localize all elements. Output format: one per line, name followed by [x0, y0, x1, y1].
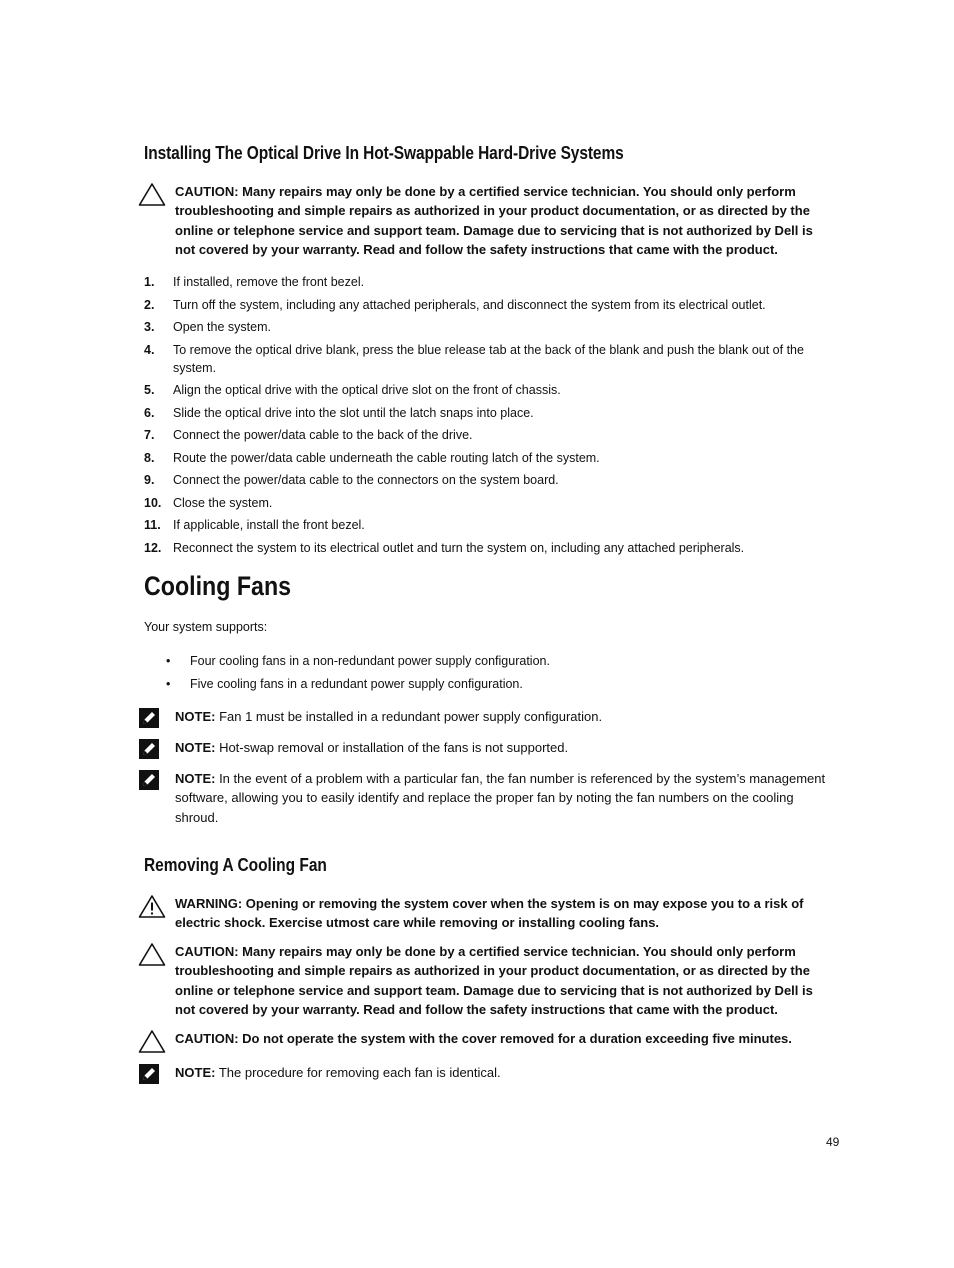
note-body: In the event of a problem with a particular fan, the fan number is referenced by the system’s management software, allowing you to easily identify and replace the proper fan by noting the fan numbers on the cooling shroud.: [175, 771, 826, 825]
note-text: [175, 707, 835, 726]
step-number: 2.: [144, 297, 155, 312]
step-number: 11.: [144, 518, 161, 532]
step-text: Reconnect the system to its electrical outlet and turn the system on, including any attached peripherals.: [173, 540, 745, 555]
warning-icon: [138, 894, 166, 919]
list-item: [144, 381, 844, 399]
bullet: •: [166, 677, 171, 691]
step-number: 8.: [144, 450, 155, 465]
step-number: 7.: [144, 428, 155, 442]
caution-icon: [138, 182, 166, 207]
list-item: [144, 341, 844, 377]
step-number: 12.: [144, 540, 162, 555]
step-number: 3.: [144, 320, 155, 334]
install-steps-list: [144, 273, 844, 561]
caution-text: CAUTION: Many repairs may only be done by a certified service technician. You should only perform troubleshooting and simple repairs as authorized in your product documentation, or as directed by the online or telephone service and support team. Damage due to servicing that is not authorized by Dell is not covered by your warranty. Read and follow the safety instructions that came with the product.: [175, 184, 813, 257]
note-body: Fan 1 must be installed in a redundant power supply configuration.: [215, 709, 603, 724]
list-item: [164, 652, 550, 670]
step-number: 6.: [144, 405, 155, 420]
step-number: 9.: [144, 473, 155, 487]
note-text: [175, 1063, 835, 1082]
list-item: [144, 273, 844, 291]
note-label: NOTE:: [175, 771, 216, 786]
list-item: [144, 296, 844, 314]
list-item: [144, 494, 844, 512]
subsection-title: Removing A Cooling Fan: [144, 855, 327, 875]
pencil-note-icon: [138, 769, 160, 791]
step-text: Align the optical drive with the optical drive slot on the front of chassis.: [173, 383, 561, 397]
list-item: [144, 539, 844, 557]
note-label: NOTE:: [175, 709, 216, 724]
step-text: Route the power/data cable underneath the cable routing latch of the system.: [173, 450, 600, 465]
bullet: •: [166, 654, 171, 668]
step-text: Close the system.: [173, 495, 273, 510]
caution-text: CAUTION: Do not operate the system with the cover removed for a duration exceeding five minutes.: [175, 1031, 792, 1046]
step-text: Connect the power/data cable to the connectors on the system board.: [173, 473, 559, 487]
bullet-text: Five cooling fans in a redundant power supply configuration.: [190, 677, 523, 691]
list-item: [144, 404, 844, 422]
note-body: The procedure for removing each fan is identical.: [215, 1065, 501, 1080]
step-text: If installed, remove the front bezel.: [173, 275, 365, 289]
step-text: Open the system.: [173, 320, 271, 334]
caution-icon: [138, 1029, 166, 1054]
step-text: If applicable, install the front bezel.: [173, 518, 365, 532]
supports-text: Your system supports:: [144, 620, 268, 634]
note-text: [175, 738, 835, 757]
bullet-text: Four cooling fans in a non-redundant power supply configuration.: [190, 654, 550, 668]
list-item: [164, 675, 550, 693]
fan-config-list: [164, 652, 550, 698]
list-item: [144, 318, 844, 336]
list-item: [144, 516, 844, 534]
list-item: [144, 426, 844, 444]
step-number: 4.: [144, 342, 155, 357]
step-number: 10.: [144, 495, 162, 510]
pencil-note-icon: [138, 1063, 160, 1085]
pencil-note-icon: [138, 738, 160, 760]
chapter-title: Cooling Fans: [144, 571, 292, 601]
warning-text: WARNING: Opening or removing the system cover when the system is on may expose you to a risk of electric shock. Exercise utmost care while removing or installing cooling fans.: [175, 896, 804, 931]
list-item: [144, 449, 844, 467]
step-number: 5.: [144, 383, 155, 397]
step-text: Turn off the system, including any attached peripherals, and disconnect the system from its electrical outlet.: [173, 297, 766, 312]
note-label: NOTE:: [175, 740, 216, 755]
step-text: Connect the power/data cable to the back of the drive.: [173, 428, 473, 442]
note-label: NOTE:: [175, 1065, 216, 1080]
caution-icon: [138, 942, 166, 967]
list-item: [144, 471, 844, 489]
section-title: Installing The Optical Drive In Hot-Swappable Hard-Drive Systems: [144, 143, 624, 163]
step-text: Slide the optical drive into the slot until the latch snaps into place.: [173, 405, 534, 420]
pencil-note-icon: [138, 707, 160, 729]
page-number: 49: [826, 1135, 840, 1149]
step-text: To remove the optical drive blank, press the blue release tab at the back of the blank and push the blank out of the system.: [173, 342, 804, 375]
caution-text: CAUTION: Many repairs may only be done by a certified service technician. You should only perform troubleshooting and simple repairs as authorized in your product documentation, or as directed by the online or telephone service and support team. Damage due to servicing that is not authorized by Dell is not covered by your warranty. Read and follow the safety instructions that came with the product.: [175, 944, 813, 1017]
note-text: [175, 769, 835, 827]
step-number: 1.: [144, 275, 155, 289]
note-body: Hot-swap removal or installation of the fans is not supported.: [215, 740, 569, 755]
